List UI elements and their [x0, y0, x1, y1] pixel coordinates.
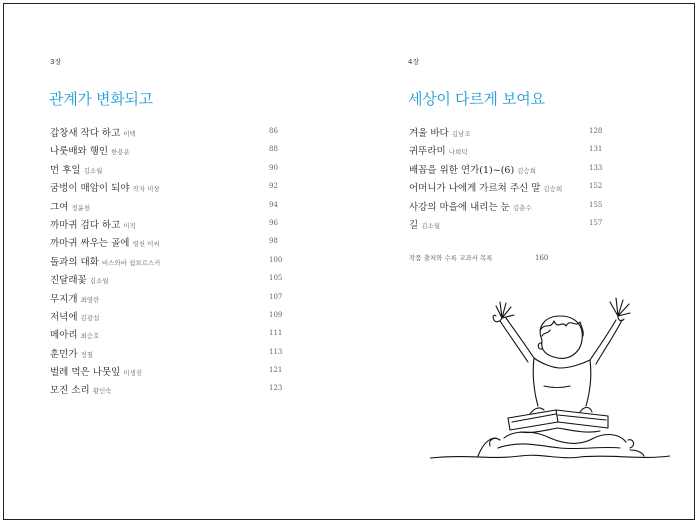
- toc-entry-page-number: 94: [269, 200, 278, 209]
- toc-entry-title: 갑창새 작다 하고: [50, 128, 121, 139]
- toc-entry-author: 황인숙: [92, 387, 112, 396]
- toc-entry-author: 정윤천: [71, 203, 91, 212]
- toc-entry-title: 어머니가 나에게 가르쳐 주신 말: [409, 183, 541, 195]
- toc-entry: [50, 140, 278, 158]
- toc-entry: [50, 177, 278, 195]
- toc-entry-title: 먼 후일: [50, 164, 81, 176]
- toc-entry: [50, 214, 278, 232]
- toc-entry-page-number: 131: [589, 145, 603, 154]
- toc-entry-page-number: 90: [269, 163, 278, 172]
- toc-entry-title: 까마귀 싸우는 골에: [50, 238, 130, 250]
- toc-entry: [409, 196, 603, 214]
- chapter-heading: 관계가 변화되고: [49, 90, 153, 108]
- toc-entry-page-number: 86: [269, 127, 278, 135]
- toc-entry-author: 김남조: [451, 130, 471, 138]
- toc-entry-author: 영천 이씨: [132, 240, 160, 249]
- toc-entry-author: 이생진: [123, 369, 143, 378]
- toc-entry-title: 굼벙이 매암이 되야: [50, 183, 130, 195]
- toc-entry-page-number: 109: [269, 310, 283, 319]
- toc-entry: [50, 159, 278, 177]
- toc-entry-page-number: 123: [269, 384, 283, 393]
- toc-entry-page-number: 128: [589, 127, 603, 135]
- toc-entry-page-number: 157: [589, 218, 603, 227]
- toc-entry: [409, 177, 603, 195]
- toc-entry-author: 이택: [123, 130, 136, 138]
- toc-entry-author: 작자 미상: [132, 185, 160, 194]
- toc-entry-title: 귀뚜라미: [409, 146, 446, 158]
- toc-entry-page-number: 100: [269, 255, 283, 264]
- toc-entry-page-number: 96: [269, 218, 278, 227]
- toc-entry-author: 김소월: [83, 166, 103, 175]
- toc-entry-author: 최승호: [80, 332, 100, 341]
- toc-entry: [50, 251, 283, 269]
- toc-entry-page-number: 155: [589, 200, 603, 209]
- toc-entry: [50, 122, 278, 140]
- toc-entry-author: 김광섭: [80, 313, 100, 322]
- toc-entry-author: 이직: [123, 221, 136, 230]
- toc-entry: [409, 140, 603, 158]
- toc-entry-title: 그여: [50, 201, 69, 213]
- toc-entry-title: 무지개: [50, 293, 78, 305]
- toc-entry-title: 길: [409, 219, 419, 231]
- toc-entry-page-number: 133: [589, 163, 603, 172]
- toc-entry-author: 김소월: [421, 221, 441, 230]
- toc-entry: [50, 196, 278, 214]
- toc-entry-author: 나희덕: [448, 148, 468, 157]
- toc-entry-page-number: 88: [269, 145, 278, 154]
- toc-entry-title: 모진 소리: [50, 385, 90, 397]
- toc-entry-author: 김소월: [89, 277, 109, 286]
- toc-entry-author: 김춘수: [512, 203, 532, 212]
- toc-entry-page-number: 111: [269, 329, 283, 338]
- toc-list: [50, 122, 283, 398]
- chapter-heading: 세상이 다르게 보여요: [408, 90, 545, 108]
- toc-entry-title: 벌레 먹은 나뭇잎: [50, 367, 121, 379]
- toc-entry-page-number: 92: [269, 182, 278, 191]
- toc-entry: [50, 269, 283, 287]
- toc-entry-page-number: 98: [269, 237, 278, 246]
- toc-entry-title: 메아리: [50, 330, 78, 342]
- sources-note-page: 160: [535, 254, 549, 262]
- toc-entry-author: 한용운: [111, 148, 130, 157]
- toc-entry-author: 정철: [80, 350, 94, 359]
- toc-entry: [50, 324, 283, 342]
- toc-entry: [50, 361, 283, 379]
- chapter-label: 4장: [408, 58, 420, 66]
- toc-entry-title: 겨울 바다: [409, 128, 449, 139]
- sources-note: 작품 출처와 수록 교과서 목록: [409, 254, 493, 262]
- toc-entry: [50, 379, 283, 397]
- toc-entry-author: 김승희: [517, 166, 536, 175]
- toc-entry: [50, 288, 283, 306]
- toc-entry-title: 배꼽을 위한 연가(1)~(6): [409, 164, 515, 176]
- toc-entry-page-number: 105: [269, 274, 283, 283]
- toc-entry: [50, 306, 283, 324]
- toc-entry-author: 김승희: [543, 185, 563, 194]
- toc-entry-page-number: 107: [269, 292, 283, 301]
- toc-entry-page-number: 121: [269, 366, 283, 375]
- toc-entry-page-number: 113: [269, 347, 283, 356]
- toc-entry: [409, 122, 603, 140]
- toc-entry-title: 저녁에: [50, 311, 78, 323]
- toc-entry-title: 진달래꽃: [50, 275, 87, 287]
- toc-entry-author: 비스와바 쉼보르스카: [101, 258, 161, 267]
- child-reading-book-illustration: [430, 288, 670, 468]
- toc-entry: [409, 214, 603, 232]
- toc-entry-title: 나룻배와 행인: [50, 146, 109, 158]
- toc-entry-title: 까마귀 검다 하고: [50, 219, 121, 231]
- toc-entry-title: 돌과의 대화: [50, 256, 99, 268]
- toc-entry: [50, 343, 283, 361]
- toc-entry: [409, 159, 603, 177]
- chapter-label: 3장: [50, 58, 62, 66]
- toc-entry-title: 훈민가: [50, 348, 78, 360]
- toc-list: [409, 122, 603, 232]
- toc-entry-author: 최영란: [80, 295, 100, 304]
- toc-entry-title: 사강의 마을에 내리는 눈: [409, 201, 510, 213]
- toc-entry-page-number: 152: [589, 182, 603, 191]
- toc-entry: [50, 232, 278, 250]
